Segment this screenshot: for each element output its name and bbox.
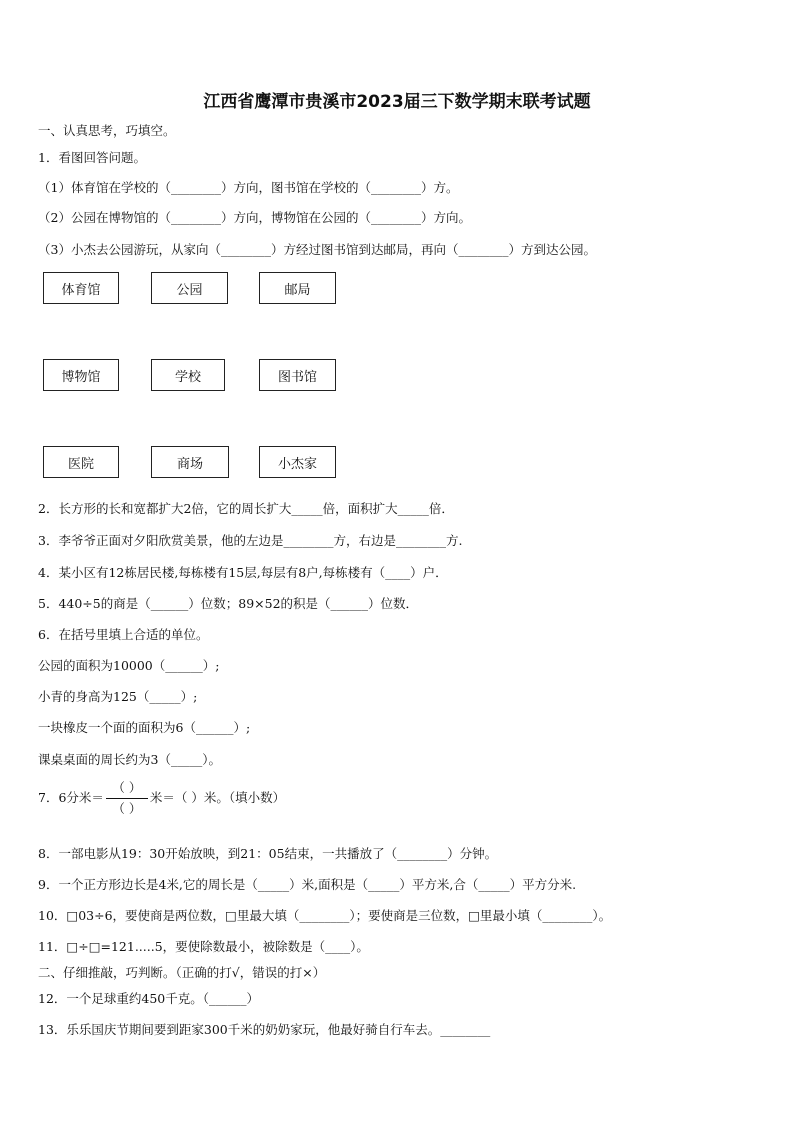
question-1-part-2: （2）公园在博物馆的（________）方向，博物馆在公园的（________）方向。 xyxy=(38,210,471,225)
question-6-c: 一块橡皮一个面的面积为6（______）; xyxy=(38,720,251,735)
question-9: 9．一个正方形边长是4米,它的周长是（_____）米,面积是（_____）平方米,合（_____）平方分米. xyxy=(38,877,577,892)
question-1-part-3: （3）小杰去公园游玩，从家向（________）方经过图书馆到达邮局，再向（________）方到达公园。 xyxy=(38,242,596,257)
question-1-part-1: （1）体育馆在学校的（________）方向，图书馆在学校的（________）方。 xyxy=(38,180,459,195)
question-10: 10．□03÷6，要使商是两位数，□里最大填（________）；要使商是三位数，□里最小填（________）。 xyxy=(38,908,612,923)
page-title: 江西省鹰潭市贵溪市2023届三下数学期末联考试题 xyxy=(203,92,591,112)
fraction-numerator: （ ） xyxy=(112,780,142,795)
question-3: 3．李爷爷正面对夕阳欣赏美景，他的左边是________方，右边是________方. xyxy=(38,533,463,548)
question-1-stem: 1．看图回答问题。 xyxy=(38,150,146,165)
question-11: 11．□÷□=121.....5，要使除数最小，被除数是（____）。 xyxy=(38,939,369,954)
question-12: 12．一个足球重约450千克。（______） xyxy=(38,991,260,1006)
question-2: 2．长方形的长和宽都扩大2倍，它的周长扩大_____倍，面积扩大_____倍． xyxy=(38,501,454,516)
map-box-library: 图书馆 xyxy=(259,359,336,391)
map-box-gym: 体育馆 xyxy=(43,272,119,304)
question-4: 4．某小区有12栋居民楼,每栋楼有15层,每层有8户,每栋楼有（____）户． xyxy=(38,565,448,580)
fraction-denominator: （ ） xyxy=(112,801,142,816)
question-5: 5．440÷5的商是（______）位数；89×52的积是（______）位数． xyxy=(38,596,419,611)
question-6-stem: 6．在括号里填上合适的单位。 xyxy=(38,627,209,642)
map-box-hospital: 医院 xyxy=(43,446,119,478)
map-box-xiaojie-home: 小杰家 xyxy=(259,446,336,478)
question-7 xyxy=(38,779,285,818)
map-box-park: 公园 xyxy=(151,272,228,304)
map-box-school: 学校 xyxy=(151,359,225,391)
map-box-post-office: 邮局 xyxy=(259,272,336,304)
question-6-d: 课桌桌面的周长约为3（_____）。 xyxy=(38,752,221,767)
section-heading-2: 二、仔细推敲，巧判断。（正确的打√，错误的打×） xyxy=(38,965,326,980)
question-7-suffix: 米＝（ ）米。（填小数） xyxy=(149,790,286,805)
map-box-market: 商场 xyxy=(151,446,229,478)
question-13: 13．乐乐国庆节期间要到距家300千米的奶奶家玩，他最好骑自行车去。________ xyxy=(38,1022,491,1037)
question-7-prefix: 7．6分米＝ xyxy=(38,790,104,805)
question-6-b: 小青的身高为125（_____）; xyxy=(38,689,198,704)
question-6-a: 公园的面积为10000（______）; xyxy=(38,658,220,673)
fraction-bar xyxy=(106,798,148,799)
section-heading-1: 一、认真思考，巧填空。 xyxy=(38,123,176,138)
map-box-museum: 博物馆 xyxy=(43,359,119,391)
fraction xyxy=(106,779,148,818)
question-8: 8．一部电影从19：30开始放映，到21：05结束，一共播放了（________）分钟。 xyxy=(38,846,498,861)
